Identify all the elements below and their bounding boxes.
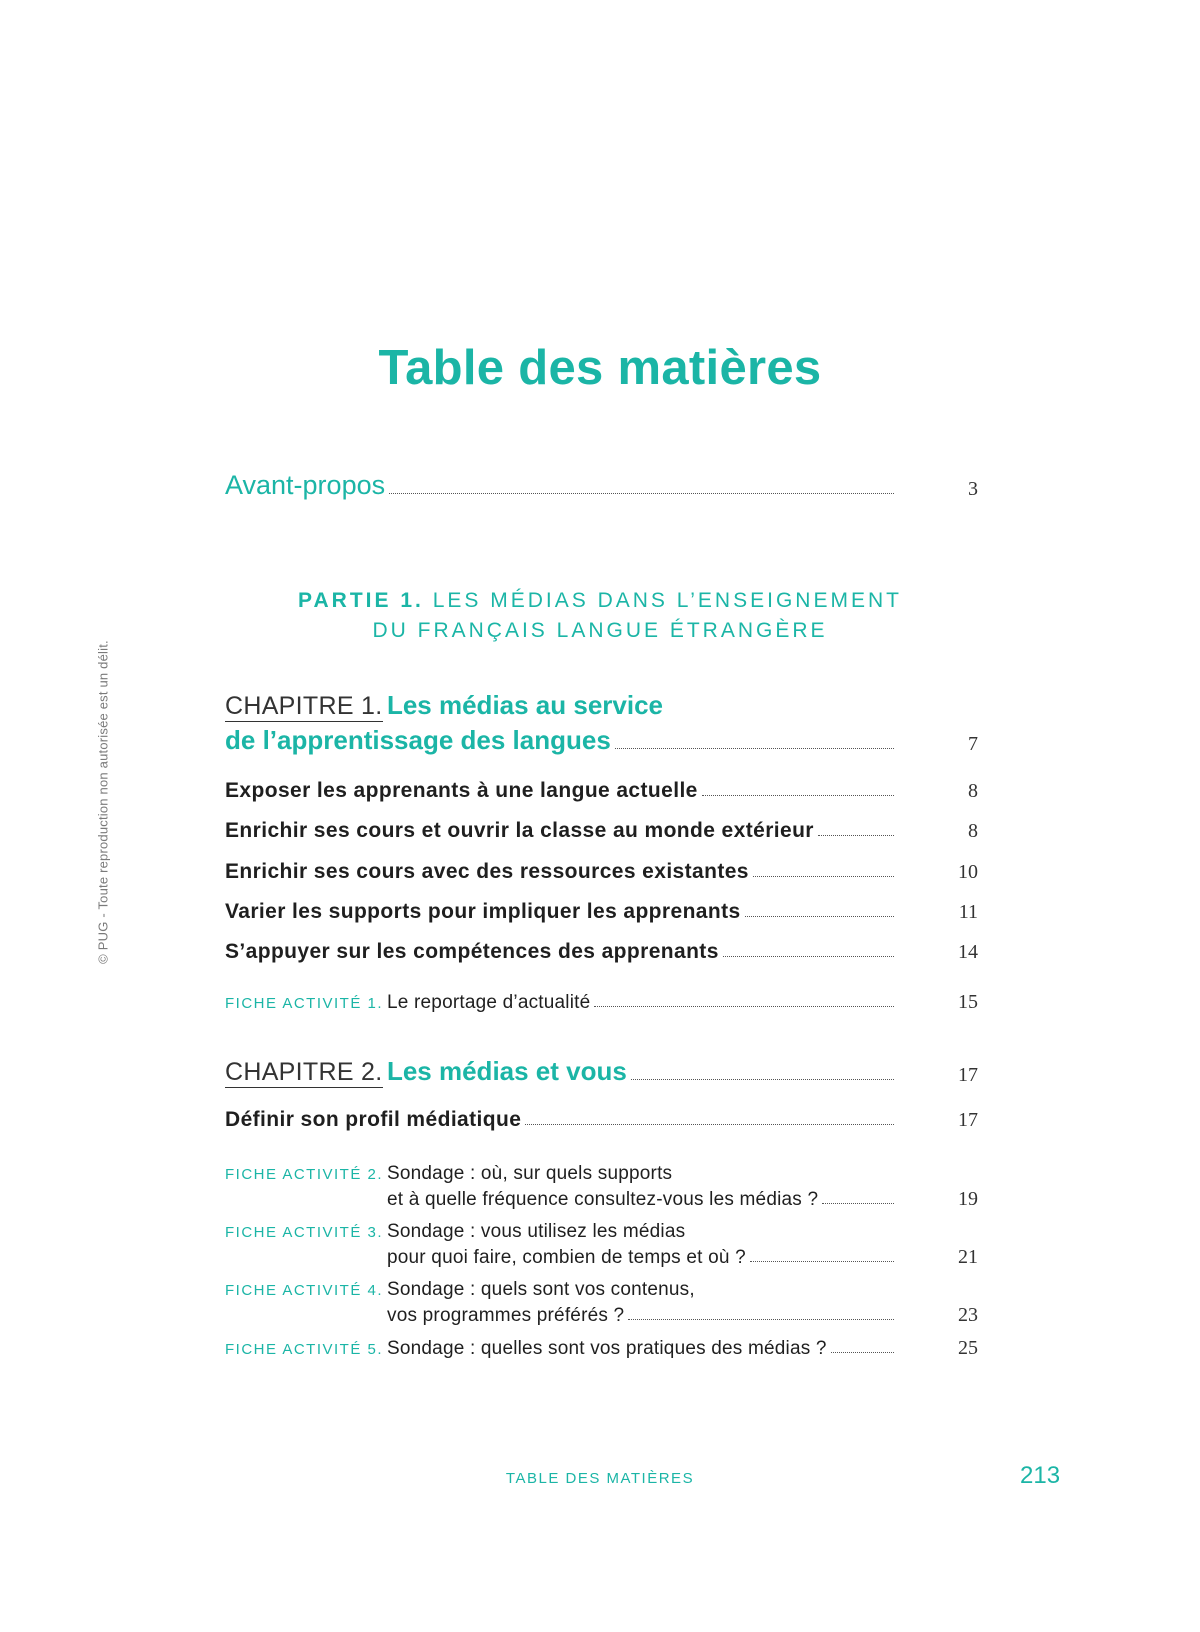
dot-leader (745, 915, 894, 917)
entry-page: 8 (968, 780, 978, 802)
entry-page: 10 (958, 861, 978, 883)
part-title-line1: LES MÉDIAS DANS L’ENSEIGNEMENT (432, 589, 902, 612)
dot-leader (702, 794, 894, 796)
fiche-title: Le reportage d’actualité (387, 992, 591, 1013)
toc-entry-chapter-1[interactable] (225, 725, 978, 756)
dot-leader (818, 834, 894, 836)
fiche-label: FICHE ACTIVITÉ 3. (225, 1224, 384, 1241)
dot-leader (389, 492, 894, 494)
entry-page: 3 (968, 478, 978, 500)
chapter-label: CHAPITRE 2. (225, 1058, 383, 1086)
entry-page: 17 (958, 1064, 978, 1086)
chapter-title-line1: Les médias au service (386, 690, 664, 720)
dot-leader (631, 1078, 894, 1080)
fiche-label: FICHE ACTIVITÉ 5. (225, 1341, 384, 1358)
dot-leader (628, 1318, 894, 1320)
fiche-label: FICHE ACTIVITÉ 4. (225, 1282, 384, 1299)
section-label: Définir son profil médiatique (225, 1108, 522, 1131)
toc-entry-fiche[interactable] (387, 1246, 978, 1269)
toc-entry-fiche[interactable] (225, 1337, 978, 1360)
toc-entry-section[interactable] (225, 940, 978, 964)
toc-entry-fiche[interactable] (387, 1188, 978, 1211)
toc-entry-section[interactable] (225, 860, 978, 884)
entry-page: 15 (958, 991, 978, 1013)
part-heading (0, 586, 1200, 646)
toc-entry-fiche[interactable] (225, 991, 978, 1014)
fiche-title-line1: Sondage : vous utilisez les médias (387, 1221, 686, 1242)
toc-entry-section[interactable] (225, 819, 978, 843)
footer-running-title: TABLE DES MATIÈRES (505, 1470, 695, 1487)
toc-fiche-3-line1 (225, 1221, 685, 1243)
section-label: S’appuyer sur les compétences des apprenants (225, 940, 719, 963)
section-label: Varier les supports pour impliquer les apprenants (225, 900, 741, 923)
dot-leader (831, 1351, 894, 1353)
toc-fiche-4-line1 (225, 1279, 695, 1301)
chapter-label: CHAPITRE 1. (225, 692, 383, 720)
footer-page-number: 213 (1020, 1462, 1061, 1489)
toc-fiche-2-line1 (225, 1163, 672, 1185)
entry-page: 21 (958, 1246, 978, 1268)
dot-leader (822, 1202, 894, 1204)
toc-entry-section[interactable] (225, 779, 978, 803)
entry-page: 17 (958, 1109, 978, 1131)
entry-page: 14 (958, 941, 978, 963)
part-number: PARTIE 1. (298, 589, 424, 612)
fiche-title-line2: pour quoi faire, combien de temps et où ? (387, 1247, 746, 1268)
fiche-title: Sondage : quelles sont vos pratiques des médias ? (387, 1338, 827, 1359)
toc-entry-fiche[interactable] (387, 1304, 978, 1327)
fiche-title-line2: et à quelle fréquence consultez-vous les médias ? (387, 1189, 819, 1210)
toc-entry-section[interactable] (225, 1108, 978, 1132)
entry-label: Avant-propos (225, 470, 386, 500)
toc-entry-avant-propos[interactable] (225, 470, 978, 501)
page-title: Table des matières (378, 341, 822, 395)
fiche-title-line1: Sondage : où, sur quels supports (387, 1163, 673, 1184)
section-label: Enrichir ses cours et ouvrir la classe au monde extérieur (225, 819, 814, 842)
chapter-title: Les médias et vous (386, 1056, 627, 1086)
entry-page: 7 (968, 733, 978, 755)
fiche-title-line1: Sondage : quels sont vos contenus, (387, 1279, 695, 1300)
fiche-title-line2: vos programmes préférés ? (387, 1305, 625, 1326)
entry-page: 11 (958, 901, 978, 923)
toc-entry-section[interactable] (225, 900, 978, 924)
section-label: Exposer les apprenants à une langue actuelle (225, 779, 698, 802)
dot-leader (723, 955, 894, 957)
entry-page: 8 (968, 820, 978, 842)
copyright-note: © PUG - Toute reproduction non autorisée est un délit. (95, 640, 111, 964)
fiche-label: FICHE ACTIVITÉ 1. (225, 995, 384, 1012)
chapter-title-line2: de l’apprentissage des langues (225, 725, 611, 755)
dot-leader (753, 875, 894, 877)
entry-page: 19 (958, 1188, 978, 1210)
section-label: Enrichir ses cours avec des ressources existantes (225, 860, 749, 883)
toc-entry-chapter-2[interactable] (225, 1056, 978, 1087)
dot-leader (594, 1005, 894, 1007)
dot-leader (615, 747, 894, 749)
dot-leader (750, 1260, 894, 1262)
fiche-label: FICHE ACTIVITÉ 2. (225, 1166, 384, 1183)
entry-page: 23 (958, 1304, 978, 1326)
entry-page: 25 (958, 1337, 978, 1359)
part-title-line2: DU FRANÇAIS LANGUE ÉTRANGÈRE (372, 619, 828, 642)
chapter-1-heading (225, 690, 663, 721)
dot-leader (525, 1123, 894, 1125)
